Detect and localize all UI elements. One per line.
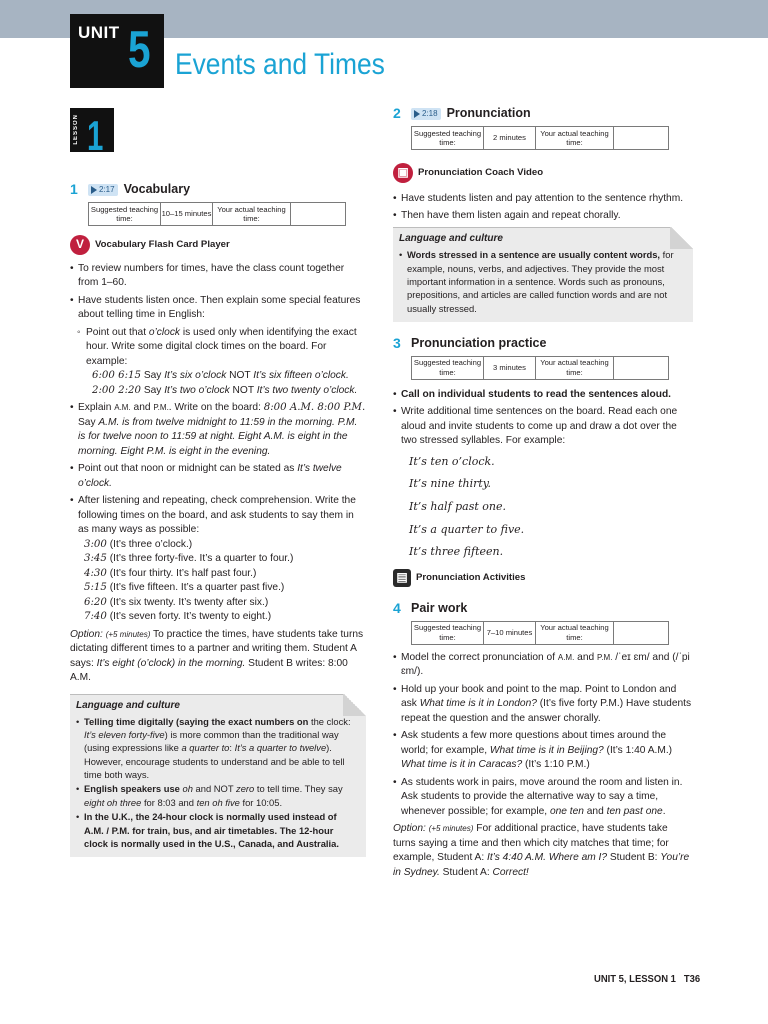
suggested-time: 7–10 minutes: [484, 622, 536, 644]
actual-label: Your actual teaching time:: [536, 622, 614, 644]
option-paragraph: Option: (+5 minutes) To practice the times, have students take turns dictating different times to a partner and writing them. Student A says: It’s eight (o’clock) in the morning. Student B writes: 8:00 A.M.: [70, 628, 364, 684]
bullet: • Then have them listen again and repeat chorally.: [393, 209, 693, 223]
footer-lesson: UNIT 5, LESSON 1: [594, 973, 676, 985]
left-column: [70, 180, 366, 861]
time-example: 4:30 (It’s four thirty. It’s half past four.): [84, 567, 257, 579]
bullet: • In the U.K., the 24-hour clock is normally used instead of A.M. / P.M. for train, bus, and air timetables. The 12-hour clock is normally used in the U.S., Canada, and Australia.: [76, 810, 358, 850]
suggested-label: Suggested teaching time:: [89, 203, 161, 225]
time-example: 5:15 (It’s five fifteen. It’s a quarter past five.): [84, 582, 285, 594]
pronunciation-coach-link[interactable]: [393, 162, 693, 184]
resource-label: Pronunciation Activities: [416, 572, 526, 584]
bullet: • Telling time digitally (saying the exact numbers on the clock: It’s eleven forty-five) is more common than the traditional way (using expressions like a quarter to: It’s a quarter to twelve). However, encourage students to understand and be able to tell time both ways.: [76, 715, 358, 782]
bullet: • Write additional time sentences on the board. Read each one aloud and invite students to come up and draw a dot over the two stressed syllables. For example:: [393, 405, 693, 448]
pronunciation-activities-link[interactable]: [393, 567, 693, 589]
sub-bullet: ◦ Point out that o’clock is used only when identifying the exact hour. Write some digital clock times on the board. For example:: [70, 326, 366, 369]
suggested-label: Suggested teaching time:: [412, 127, 484, 149]
bullet: • English speakers use oh and NOT zero to tell time. They say eight oh three for 8:03 and ten oh five for 10:05.: [76, 782, 358, 809]
play-icon: [414, 110, 420, 118]
time-example: 7:40 (It’s seven forty. It’s twenty to eight.): [84, 611, 272, 623]
handwritten-sentence: It’s a quarter to five.: [409, 522, 525, 536]
bullet: • Explain A.M. and P.M.. Write on the board: 8:00 A.M. 8:00 P.M. Say A.M. is from twelve midnight to 11:59 in the morning. P.M. is for twelve noon to 11:59 at night. Eight A.M. is eight in the morning. Eight P.M. is eight in the evening.: [70, 401, 366, 459]
handwritten-examples: [393, 454, 693, 560]
times-list: [70, 538, 366, 625]
unit-badge: [70, 14, 164, 88]
time-example: 3:45 (It’s three forty-five. It’s a quarter to four.): [84, 553, 294, 565]
vocabulary-heading: [70, 180, 366, 200]
actual-time-field[interactable]: [614, 622, 668, 644]
audio-track-button[interactable]: [411, 108, 441, 120]
activities-icon: ▤: [393, 569, 411, 587]
teaching-time-table: [411, 126, 669, 150]
bullet: • Call on individual students to read the sentences aloud.: [393, 388, 693, 402]
actual-time-field[interactable]: [614, 357, 668, 379]
teaching-time-table: [411, 621, 669, 645]
lesson-word: LESSON: [73, 114, 79, 145]
example-line: 2:00 2:20 Say It’s two o’clock NOT It’s two twenty o’clock.: [92, 384, 358, 396]
suggested-time: 10–15 minutes: [161, 203, 213, 225]
suggested-label: Suggested teaching time:: [412, 357, 484, 379]
option-paragraph: Option: (+5 minutes) For additional practice, have students take turns saying a time and then which city matches that time; for example, Student A: It’s 4:40 A.M. Where am I? Student B: You’re in Sydney. Student A: Correct!: [393, 823, 690, 878]
handwritten-sentence: It’s half past one.: [409, 500, 507, 514]
section-number: 1: [70, 181, 78, 198]
unit-word: UNIT: [78, 23, 120, 42]
lesson-number: 1: [87, 112, 104, 159]
pronunciation-heading: [393, 104, 693, 124]
actual-label: Your actual teaching time:: [536, 357, 614, 379]
right-column: [393, 104, 693, 880]
section-title: Pair work: [411, 600, 468, 615]
handwritten-sentence: It’s ten o’clock.: [409, 454, 495, 468]
section-number: 2: [393, 105, 401, 122]
audio-track-label: 2:18: [422, 109, 438, 119]
unit-number: 5: [128, 21, 151, 79]
bullet: • Point out that noon or midnight can be stated as It’s twelve o’clock.: [70, 462, 366, 491]
bullet: • To review numbers for times, have the class count together from 1–60.: [70, 262, 366, 291]
bullet: • As students work in pairs, move around the room and listen in. Ask students to provide the alternative way to say a time, whenever possible; for example, one ten and ten past one.: [393, 776, 693, 819]
page-title: Events and Times: [175, 48, 385, 81]
suggested-label: Suggested teaching time:: [412, 622, 484, 644]
section-number: 4: [393, 599, 401, 616]
bullet: • Have students listen and pay attention to the sentence rhythm.: [393, 192, 693, 206]
audio-track-label: 2:17: [99, 185, 115, 195]
page-number: T36: [683, 973, 701, 985]
handwritten-sentence: It’s three fifteen.: [409, 545, 504, 559]
pron-practice-heading: [393, 334, 693, 354]
section-title: Pronunciation: [446, 106, 531, 121]
bullet: • After listening and repeating, check comprehension. Write the following times on the board, and ask students to say them in as many ways as possible:: [70, 494, 366, 537]
resource-label: Vocabulary Flash Card Player: [95, 239, 230, 251]
box-title: Language and culture: [399, 232, 503, 244]
video-icon: ▣: [393, 163, 413, 183]
time-example: 3:00 (It’s three o’clock.): [84, 538, 193, 550]
teaching-time-table: [88, 202, 346, 226]
suggested-time: 2 minutes: [484, 127, 536, 149]
section-title: Pronunciation practice: [411, 336, 547, 350]
pair-work-heading: [393, 599, 693, 619]
bullet: • Model the correct pronunciation of A.M. and P.M. /ˈeɪ ɛm/ and (/ˈpi ɛm/).: [393, 651, 693, 680]
resource-label: Pronunciation Coach Video: [418, 167, 544, 179]
example-line: 6:00 6:15 Say It’s six o’clock NOT It’s six fifteen o’clock.: [92, 370, 349, 382]
lesson-badge: [70, 108, 114, 159]
handwritten-sentence: It’s nine thirty.: [409, 477, 492, 491]
bullet: • Words stressed in a sentence are usually content words, for example, nouns, verbs, and adjectives. They provide the most important information in a sentence. Words such as pronouns, prepositions, and articles are called function words and are not usually stressed.: [399, 248, 685, 315]
page-footer: [594, 972, 700, 987]
actual-label: Your actual teaching time:: [213, 203, 291, 225]
audio-track-button[interactable]: [88, 184, 118, 196]
actual-label: Your actual teaching time:: [536, 127, 614, 149]
play-icon: [91, 186, 97, 194]
vocabulary-flash-card-link[interactable]: [70, 234, 366, 256]
section-number: 3: [393, 334, 401, 351]
language-culture-box: [393, 227, 693, 322]
box-title: Language and culture: [76, 699, 180, 711]
flash-card-icon: V: [70, 235, 90, 255]
teaching-time-table: [411, 356, 669, 380]
language-culture-box: [70, 694, 366, 858]
time-example: 6:20 (It’s six twenty. It’s twenty after six.): [84, 596, 269, 608]
suggested-time: 3 minutes: [484, 357, 536, 379]
bullet: • Ask students a few more questions about times around the world; for example, What time is it in Beijing? (It’s 1:40 A.M.) What time is it in Caracas? (It’s 1:10 P.M.): [393, 729, 693, 772]
section-title: Vocabulary: [123, 182, 191, 197]
actual-time-field[interactable]: [614, 127, 668, 149]
bullet: • Hold up your book and point to the map. Point to London and ask What time is it in London? (It’s five forty P.M.) Have students repeat the question and the answer chorally.: [393, 683, 693, 726]
bullet: • Have students listen once. Then explain some special features about telling time in English:: [70, 294, 366, 323]
actual-time-field[interactable]: [291, 203, 345, 225]
